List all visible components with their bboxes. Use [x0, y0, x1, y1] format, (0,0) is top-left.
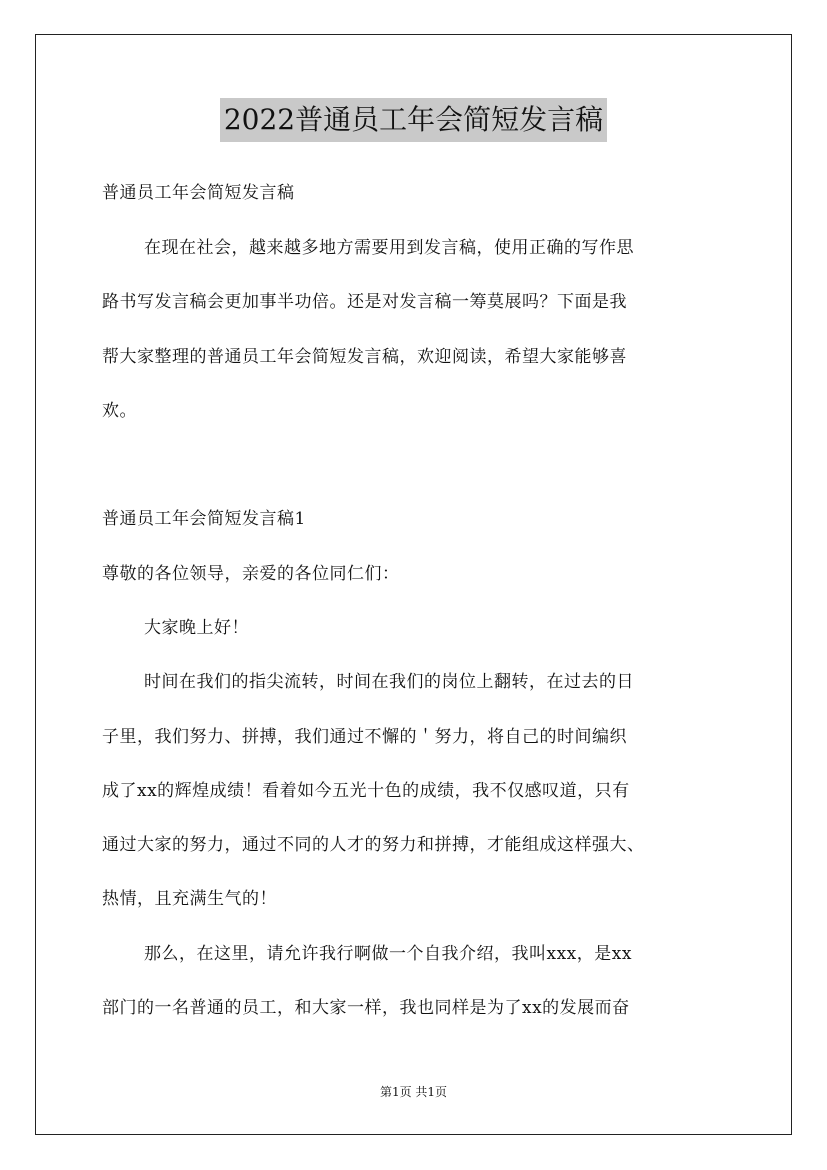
- salutation-line: 尊敬的各位领导，亲爱的各位同仁们：: [102, 564, 400, 584]
- paragraph-line: 部门的一名普通的员工，和大家一样，我也同样是为了xx的发展而奋: [102, 998, 630, 1018]
- paragraph-line: 路书写发言稿会更加事半功倍。还是对发言稿一筹莫展吗？下面是我: [102, 292, 627, 312]
- paragraph-line: 欢。: [102, 401, 137, 421]
- paragraph-line: 帮大家整理的普通员工年会简短发言稿，欢迎阅读，希望大家能够喜: [102, 347, 627, 367]
- paragraph-line: 通过大家的努力，通过不同的人才的努力和拼搏，才能组成这样强大、: [102, 835, 645, 855]
- paragraph-line: 成了xx的辉煌成绩！看着如今五光十色的成绩，我不仅感叹道，只有: [102, 781, 630, 801]
- page-footer: 第1页 共1页: [379, 1085, 448, 1099]
- subtitle-line: 普通员工年会简短发言稿: [102, 183, 295, 203]
- paragraph-line: 子里，我们努力、拼搏，我们通过不懈的＇努力，将自己的时间编织: [102, 727, 627, 747]
- paragraph-line: 热情，且充满生气的！: [102, 889, 277, 909]
- greeting-line: 大家晚上好！: [144, 618, 249, 638]
- paragraph-line: 那么，在这里，请允许我行啊做一个自我介绍，我叫xxx，是xx: [144, 944, 632, 964]
- document-title: 2022普通员工年会简短发言稿: [220, 98, 607, 142]
- section-heading: 普通员工年会简短发言稿1: [102, 509, 306, 529]
- title-container: [0, 98, 827, 142]
- paragraph-line: 时间在我们的指尖流转，时间在我们的岗位上翻转，在过去的日: [144, 672, 634, 692]
- paragraph-line: 在现在社会，越来越多地方需要用到发言稿，使用正确的写作思: [144, 238, 634, 258]
